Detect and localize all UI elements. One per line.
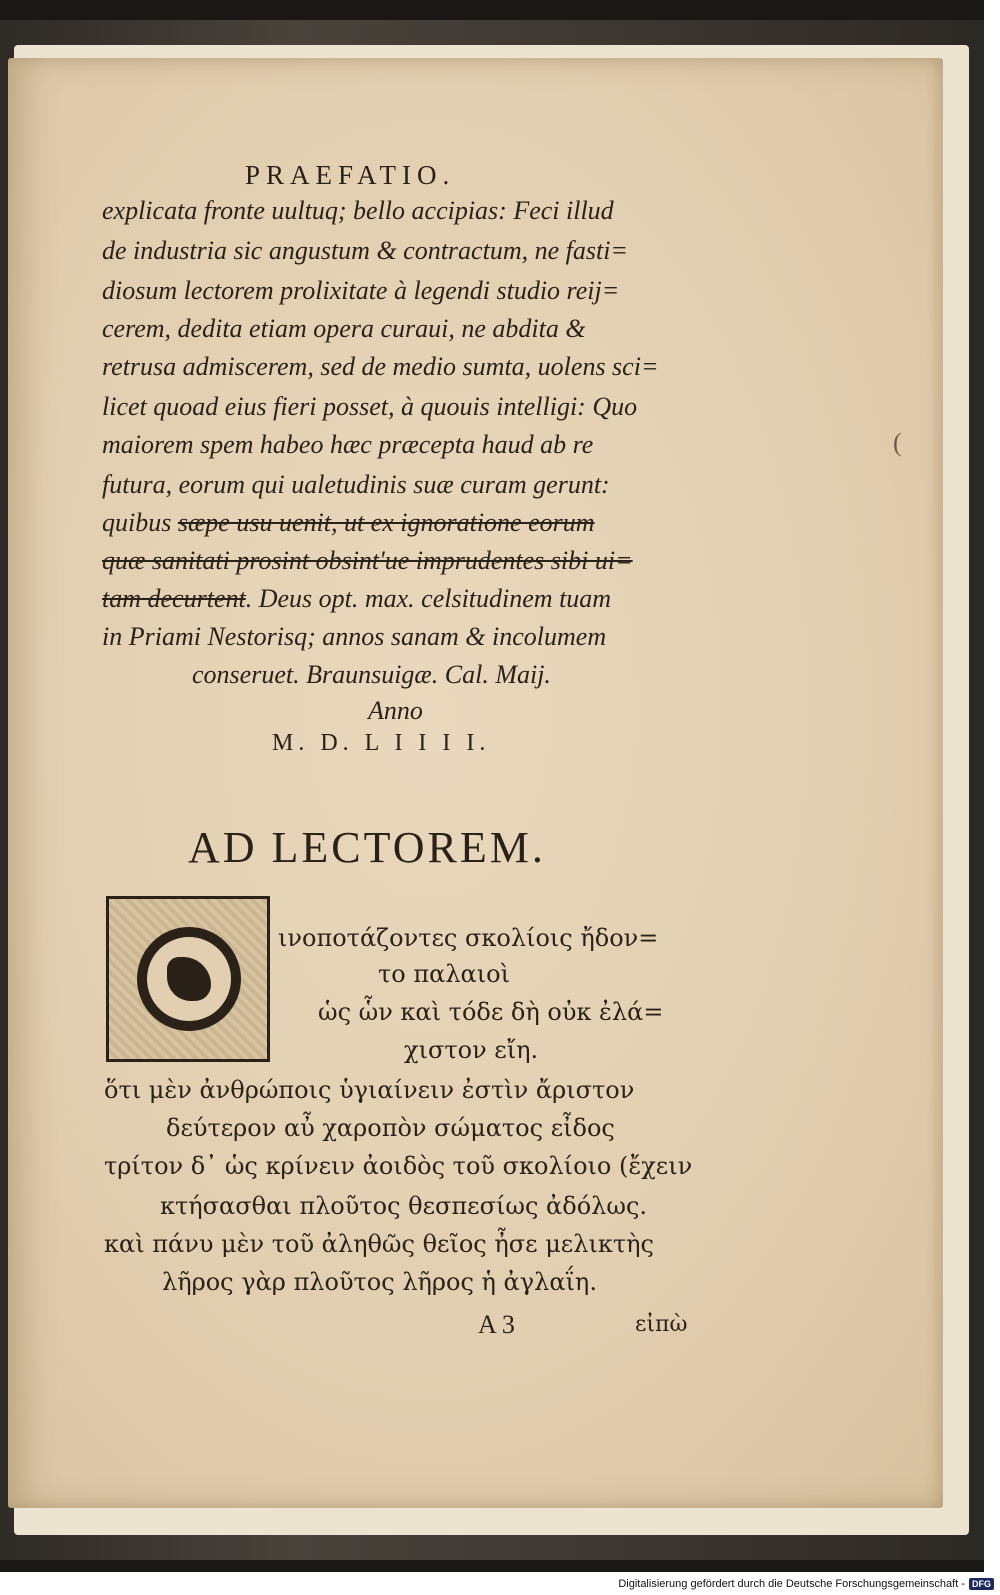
greek-line-7: τρίτον δ᾽ ὡς κρίνειν ἀοιδὸς τοῦ σκολίοιο (ἔχειν: [104, 1152, 693, 1180]
closing-line-1: in Priami Nestorisq; annos sanam & incolumem: [102, 622, 607, 651]
body-line-10: quæ sanitati prosint obsint'ue imprudentes sibi ui=: [102, 546, 633, 575]
greek-line-1: ινοποτάζοντες σκολίοις ἤδον=: [278, 924, 659, 952]
body-line-2: de industria sic angustum & contractum, ne fasti=: [102, 236, 628, 265]
greek-line-2: το παλαιοὶ: [378, 960, 511, 988]
running-head: PRAEFATIO.: [245, 160, 456, 190]
dfg-logo-icon: DFG: [969, 1578, 994, 1590]
catchword: εἰπὼ: [635, 1312, 688, 1337]
footer-text: Digitalisierung gefördert durch die Deutsche Forschungsgemeinschaft -: [618, 1578, 965, 1590]
year: M. D. L I I I I.: [272, 730, 491, 756]
greek-line-8: κτήσασθαι πλοῦτος θεσπεσίως ἀδόλως.: [160, 1192, 648, 1220]
body-line-7: maiorem spem habeo hæc præcepta haud ab re: [102, 430, 594, 459]
section-heading: AD LECTOREM.: [188, 823, 546, 872]
body-line-8: futura, eorum qui ualetudinis suæ curam gerunt:: [102, 470, 610, 499]
line9-plain: quibus: [102, 508, 178, 537]
closing-line-2: conseruet. Braunsuigæ. Cal. Maij.: [192, 660, 551, 689]
line9-struck: sæpe usu uenit, ut ex ignoratione eorum: [177, 508, 595, 537]
body-line-3: diosum lectorem prolixitate à legendi studio reij=: [102, 276, 620, 305]
body-line-6: licet quoad eius fieri posset, à quouis intelligi: Quo: [102, 392, 638, 421]
margin-mark: (: [893, 428, 902, 457]
decorated-initial-icon: [106, 896, 270, 1062]
greek-line-6: δεύτερον αὖ χαροπὸν σώματος εἶδος: [166, 1114, 615, 1142]
line11-struck: tam decurtent: [102, 584, 246, 613]
greek-line-9: καὶ πάνυ μὲν τοῦ ἀληθῶς θεῖος ἦσε μελικτὴς: [104, 1230, 654, 1258]
greek-line-3: ὡς ὧν καὶ τόδε δὴ οὐκ ἐλά=: [318, 998, 664, 1026]
greek-line-5: ὅτι μὲν ἀνθρώποις ὑγιαίνειν ἐστὶν ἄριστον: [104, 1076, 635, 1104]
body-line-9: [102, 508, 595, 538]
signature-mark: A 3: [478, 1310, 515, 1339]
body-line-11: [102, 584, 611, 614]
body-line-5: retrusa admiscerem, sed de medio sumta, uolens sci=: [102, 352, 659, 381]
greek-line-4: χιστον εἴη.: [404, 1036, 539, 1064]
greek-line-10: λῆρος γὰρ πλοῦτος λῆρος ἡ ἀγλαΐη.: [162, 1268, 597, 1296]
line11-plain: . Deus opt. max. celsitudinem tuam: [245, 584, 612, 613]
digitization-footer: [618, 1576, 994, 1592]
body-line-4: cerem, dedita etiam opera curaui, ne abdita &: [102, 314, 586, 343]
body-line-1: explicata fronte uultuq; bello accipias: Feci illud: [102, 196, 614, 225]
anno: Anno: [368, 696, 423, 725]
